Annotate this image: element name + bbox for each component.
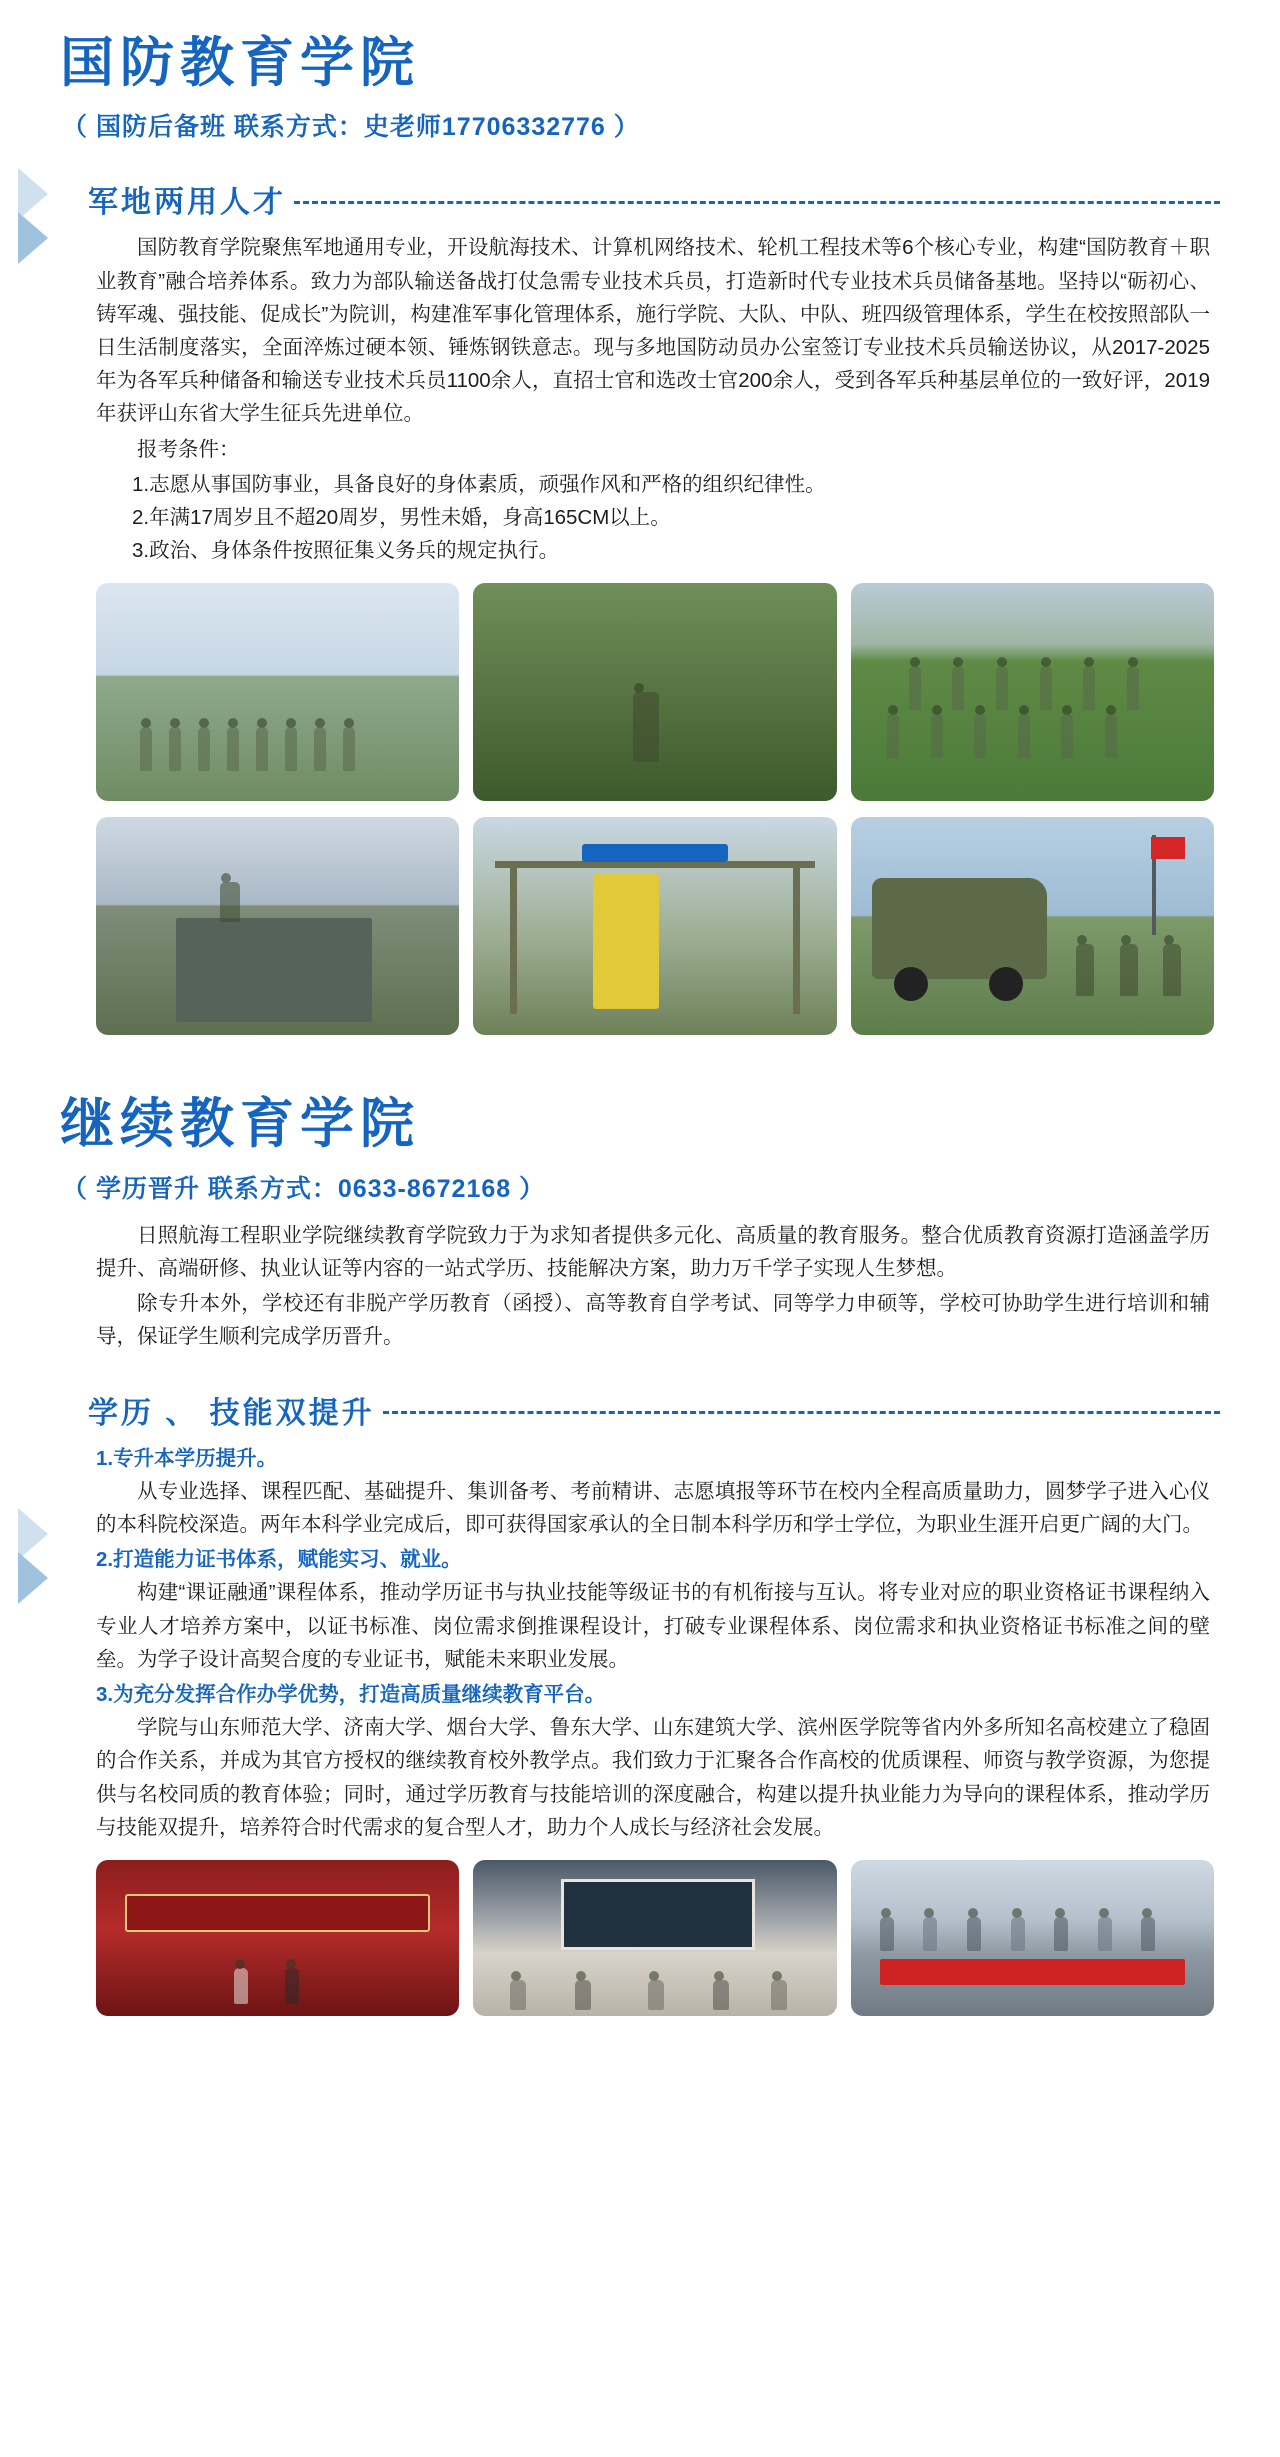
photo-training-weapon-instruction [96, 583, 459, 801]
decorative-arrow-icon [18, 212, 48, 264]
item-body: 从专业选择、课程匹配、基础提升、集训备考、考前精讲、志愿填报等环节在校内全程高质量助力，圆梦学子进入心仪的本科院校深造。两年本科学业完成后，即可获得国家承认的全日制本科学历和学士学位，为职业生涯开启更广阔的大门。 [96, 1479, 1210, 1537]
figures-overlay [96, 817, 459, 1035]
figures-overlay [473, 1860, 836, 2016]
figures-overlay [851, 583, 1214, 801]
subsection-header-military-talent [88, 177, 1220, 221]
figures-overlay [851, 1860, 1214, 2016]
photo-classroom-lecture [473, 1860, 836, 2016]
figures-overlay [473, 583, 836, 801]
section-continuing-education-college [60, 1061, 1220, 2016]
photo-armored-vehicle-drill [851, 817, 1214, 1035]
dashed-rule [383, 1411, 1220, 1414]
item-body: 学院与山东师范大学、济南大学、烟台大学、鲁东大学、山东建筑大学、滨州医学院等省内外多所知名高校建立了稳固的合作关系，并成为其官方授权的继续教育校外教学点。我们致力于汇聚各合作高校的优质课程、师资与教学资源，为您提供与名校同质的教育体验；同时，通过学历教育与技能培训的深度融合，构建以提升执业能力为导向的课程体系，推动学历与技能双提升，培养符合时代需求的复合型人才，助力个人成长与经济社会发展。 [96, 1716, 1210, 1839]
item-title: 1.专升本学历提升。 [96, 1446, 278, 1470]
photo-formation-drill-field [851, 583, 1214, 801]
item-title: 3.为充分发挥合作办学优势，打造高质量继续教育平台。 [96, 1683, 606, 1707]
frame-bar [510, 861, 517, 1014]
banner-sign [582, 844, 727, 862]
figures-overlay [96, 1860, 459, 2016]
section-national-defense-college [60, 0, 1220, 1035]
photo-soldier-aiming-rifle [473, 583, 836, 801]
condition-item: 1.志愿从事国防事业，具备良好的身体素质，顽强作风和严格的组织纪律性。 [132, 472, 826, 496]
page-title: 国防教育学院 [60, 33, 420, 93]
subsection-title: 军地两用人才 [88, 186, 286, 220]
paragraph-application-label: 报考条件： [137, 437, 240, 461]
photo-gallery-continuing [96, 1860, 1214, 2016]
paragraph-defense-intro: 国防教育学院聚焦军地通用专业，开设航海技术、计算机网络技术、轮机工程技术等6个核心专业，构建“国防教育＋职业教育”融合培养体系。致力为部队输送备战打仗急需专业技术兵员，打造新时代专业技术兵员储备基地。坚持以“砺初心、铸军魂、强技能、促成长”为院训，构建准军事化管理体系，施行学院、大队、中队、班四级管理体系，学生在校按照部队一日生活制度落实，全面淬炼过硬本领、锤炼钢铁意志。现与多地国防动员办公室签订专业技术兵员输送协议，从2017-2025年为各军兵种储备和输送专业技术兵员1100余人，直招士官和选改士官200余人，受到各军兵种基层单位的一致好评，2019年获评山东省大学生征兵先进单位。 [96, 236, 1210, 426]
paragraph-continuing-intro: 日照航海工程职业学院继续教育学院致力于为求知者提供多元化、高质量的教育服务。整合优质教育资源打造涵盖学历提升、高端研修、执业认证等内容的一站式学历、技能解决方案，助力万千学子实现人生梦想。 [96, 1223, 1210, 1281]
photo-gallery-defense-row2 [96, 817, 1214, 1035]
paragraph-continuing-extra: 除专升本外，学校还有非脱产学历教育（函授）、高等教育自学考试、同等学力申硕等，学校可协助学生进行培训和辅导，保证学生顺利完成学历晋升。 [96, 1292, 1210, 1349]
contact-line: （ 国防后备班 联系方式：史老师17706332776 ） [62, 113, 640, 142]
frame-bar [793, 861, 800, 1014]
dashed-rule [294, 201, 1220, 204]
condition-item: 3.政治、身体条件按照征集义务兵的规定执行。 [132, 539, 560, 563]
page-title-continuing: 继续教育学院 [60, 1094, 420, 1155]
item-body: 构建“课证融通”课程体系，推动学历证书与执业技能等级证书的有机衔接与互认。将专业对应的职业资格证书课程纳入专业人才培养方案中，以证书标准、岗位需求倒推课程设计，打破专业课程体系、岗位需求和执业资格证书标准之间的壁垒。为学子设计高契合度的专业证书，赋能未来职业发展。 [96, 1581, 1210, 1671]
decorative-arrow-icon [18, 1552, 48, 1604]
frame-bar [495, 861, 815, 868]
photo-graduation-group [851, 1860, 1214, 2016]
item-title: 2.打造能力证书体系，赋能实习、就业。 [96, 1548, 462, 1572]
condition-item: 2.年满17周岁且不超20周岁，男性未婚，身高165CM以上。 [132, 506, 671, 530]
subsection-title-degree-skill: 学历 、 技能双提升 [88, 1396, 375, 1430]
photo-spring-ceremony-stage [96, 1860, 459, 2016]
photo-climbing-wall [473, 817, 836, 1035]
climb-wall-panel [593, 874, 658, 1009]
figures-overlay [96, 583, 459, 801]
figures-overlay [851, 817, 1214, 1035]
subsection-header-degree-skill [88, 1388, 1220, 1432]
photo-obstacle-jump [96, 817, 459, 1035]
contact-line-continuing: （ 学历晋升 联系方式：0633-8672168 ） [62, 1174, 546, 1203]
photo-gallery-defense-row1 [96, 583, 1214, 801]
